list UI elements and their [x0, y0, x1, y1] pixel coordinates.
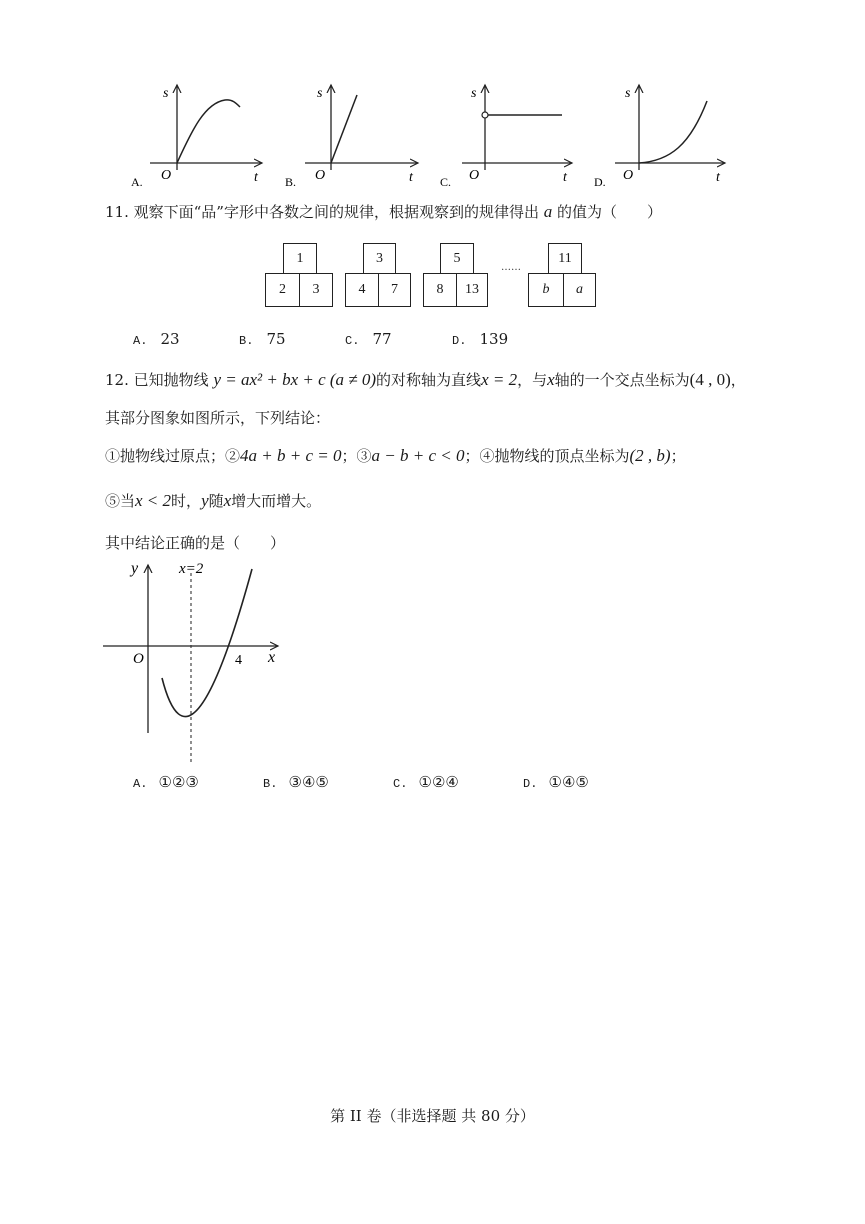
- q10-d-ylabel: s: [625, 86, 631, 101]
- q11-option-d[interactable]: [452, 329, 508, 348]
- q12-root-label: 4: [235, 653, 242, 668]
- q12-option-b-value: ③④⑤: [288, 773, 329, 791]
- q11-fig3-left: 8: [423, 273, 457, 307]
- q11-fig4-left: b: [528, 273, 564, 307]
- q11-fig4-top: 11: [548, 243, 582, 274]
- q11-variable: a: [543, 202, 553, 221]
- q10-graph-c: [440, 85, 572, 189]
- q11-text-after: 的值为（ ）: [557, 203, 663, 221]
- q11-option-a-label: A.: [133, 334, 148, 348]
- q12-line1-d: 轴的一个交点坐标为: [554, 371, 690, 389]
- section-footer: 第 II 卷（非选择题 共 80 分）: [330, 1107, 535, 1125]
- q12-line-1: [105, 370, 746, 390]
- q11-number: 11.: [105, 203, 129, 221]
- q11-option-d-value: 139: [479, 330, 509, 348]
- q10-a-xlabel: t: [254, 170, 258, 185]
- q10-b-ylabel: s: [317, 86, 323, 101]
- q11-ellipsis: ……: [501, 262, 521, 273]
- q12-line1-b: 的对称轴为直线: [376, 371, 482, 389]
- q10-d-xlabel: t: [716, 170, 720, 185]
- q12-line3-b: ；③: [341, 447, 372, 465]
- q12-option-a-value: ①②③: [158, 773, 199, 791]
- q12-line3-point: (2 , b): [629, 446, 671, 465]
- q12-line3-a: ①抛物线过原点；②: [105, 447, 241, 465]
- q10-graph-b: [285, 85, 418, 189]
- q11-option-a[interactable]: [133, 329, 180, 348]
- q11-fig2-top: 3: [363, 243, 396, 274]
- q12-option-c[interactable]: [393, 772, 459, 791]
- q12-line-2: 其部分图象如图所示，下列结论：: [105, 409, 331, 427]
- q11-option-b-label: B.: [239, 334, 254, 348]
- q12-option-d-label: D.: [523, 777, 538, 791]
- q12-line4-d: 增大而增大。: [231, 492, 322, 510]
- q10-c-ylabel: s: [471, 86, 477, 101]
- q12-option-d-value: ①④⑤: [548, 773, 589, 791]
- q10-d-letter: D.: [594, 175, 606, 189]
- q11-option-c-value: 77: [372, 330, 392, 348]
- q11-option-c[interactable]: [345, 329, 392, 348]
- q11-option-c-label: C.: [345, 334, 360, 348]
- q10-b-letter: B.: [285, 175, 297, 189]
- q11-option-b-value: 75: [266, 330, 286, 348]
- q12-number: 12.: [105, 371, 129, 389]
- q10-graph-a: [131, 85, 262, 189]
- q12-origin-label: O: [133, 651, 144, 667]
- q11-fig3-right: 13: [456, 273, 488, 307]
- q11-fig4-right: a: [563, 273, 596, 307]
- q12-line1-equation: y = ax² + bx + c (a ≠ 0): [213, 370, 377, 389]
- q11-fig1-left: 2: [265, 273, 300, 307]
- q12-line4-y: y: [201, 491, 209, 510]
- q12-line4-c: 随: [208, 492, 224, 510]
- q12-line-4: [105, 491, 321, 511]
- q10-b-xlabel: t: [409, 170, 413, 185]
- q12-option-c-value: ①②④: [418, 773, 459, 791]
- q12-axis-label: x=2: [179, 561, 204, 577]
- q10-b-origin: O: [315, 168, 326, 183]
- q11-fig1-right: 3: [299, 273, 333, 307]
- q10-graphs: [0, 75, 865, 195]
- q12-option-b[interactable]: [263, 772, 329, 791]
- q12-line3-c: ；④抛物线的顶点坐标为: [464, 447, 630, 465]
- q12-y-label: y: [131, 560, 139, 577]
- q12-line1-c: ，与: [517, 371, 548, 389]
- q10-graph-d: [594, 85, 725, 189]
- q11-option-d-label: D.: [452, 334, 467, 348]
- q11-text-before: 观察下面“品”字形中各数之间的规律，根据观察到的规律得出: [133, 203, 539, 221]
- q12-option-c-label: C.: [393, 777, 408, 791]
- q10-c-xlabel: t: [563, 170, 567, 185]
- q12-option-b-label: B.: [263, 777, 278, 791]
- q11-fig1-top: 1: [283, 243, 317, 274]
- q12-line1-axis: x = 2: [481, 370, 518, 389]
- q12-line4-a: ⑤当: [105, 492, 136, 510]
- q11-option-b[interactable]: [239, 329, 286, 348]
- q10-c-origin: O: [469, 168, 480, 183]
- q12-line3-eq1: 4a + b + c = 0: [240, 446, 342, 465]
- q11-fig2-right: 7: [378, 273, 411, 307]
- q12-graph: [95, 555, 295, 765]
- q12-parabola: [162, 569, 252, 717]
- q12-line-3: [105, 446, 686, 466]
- q12-line4-x: x: [223, 491, 232, 510]
- q12-line1-a: 已知抛物线: [133, 371, 209, 389]
- q10-a-letter: A.: [131, 175, 143, 189]
- q12-line4-eq: x < 2: [135, 491, 172, 510]
- q10-a-origin: O: [161, 168, 172, 183]
- q12-line1-point: (4 , 0): [689, 370, 731, 389]
- q12-line1-e: ，: [730, 371, 746, 389]
- q12-option-d[interactable]: [523, 772, 589, 791]
- q10-d-origin: O: [623, 168, 634, 183]
- q12-x-label: x: [268, 649, 276, 666]
- q12-line3-eq2: a − b + c < 0: [371, 446, 465, 465]
- q11-option-a-value: 23: [160, 330, 180, 348]
- q10-a-ylabel: s: [163, 86, 169, 101]
- q12-line3-d: ；: [670, 447, 686, 465]
- q10-c-letter: C.: [440, 175, 452, 189]
- q12-option-a[interactable]: [133, 772, 199, 791]
- q12-line-5: 其中结论正确的是（ ）: [105, 534, 286, 552]
- q11-fig2-left: 4: [345, 273, 379, 307]
- q11-fig3-top: 5: [440, 243, 474, 274]
- q12-option-a-label: A.: [133, 777, 148, 791]
- q11-question: [105, 202, 662, 222]
- q12-line4-b: 时，: [171, 492, 202, 510]
- q12-line1-x: x: [547, 370, 555, 389]
